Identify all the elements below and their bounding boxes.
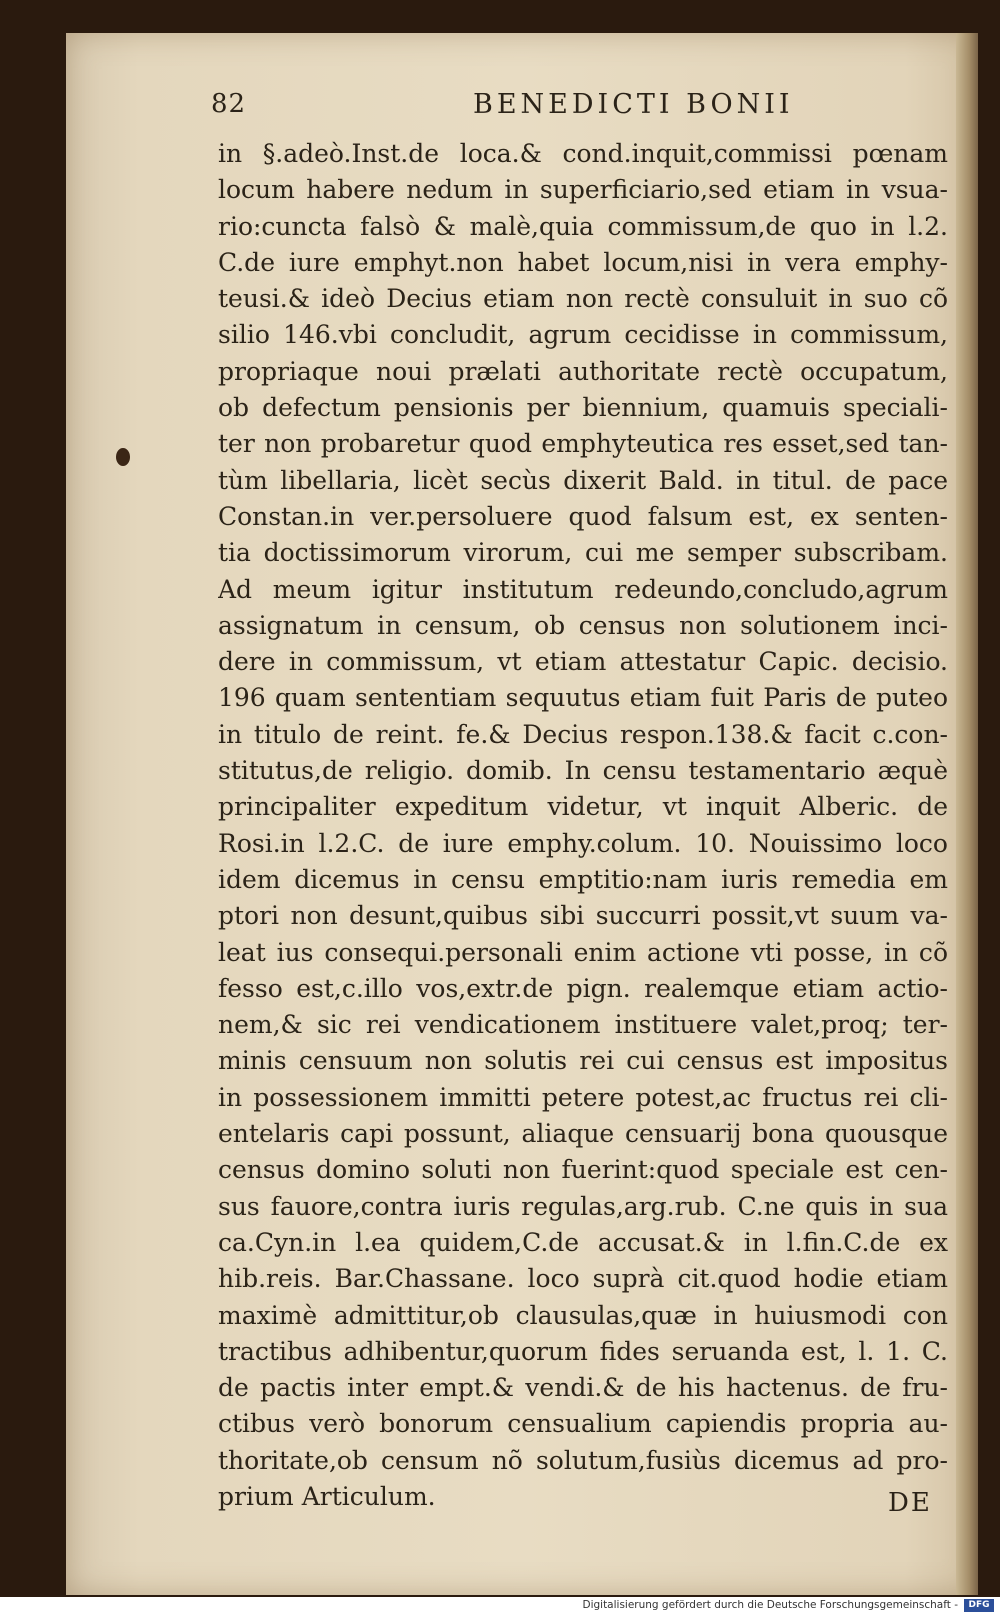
book-page	[66, 33, 978, 1595]
text-line: ptori non desunt,quibus sibi succurri possit,vt suum va-	[218, 901, 948, 931]
text-line: nem,& sic rei vendicationem instituere valet,proq; ter-	[218, 1010, 948, 1040]
digitization-footer	[0, 1597, 1000, 1615]
text-line: ter non probaretur quod emphyteutica res esset,sed tan-	[218, 429, 948, 459]
text-line: propriaque noui prælati authoritate rectè occupatum,	[218, 356, 948, 386]
text-line: principaliter expeditum videtur, vt inquit Alberic. de	[218, 792, 948, 822]
text-line: in possessionem immitti petere potest,ac fructus rei cli-	[218, 1082, 948, 1112]
text-line: C.de iure emphyt.non habet locum,nisi in vera emphy-	[218, 247, 948, 277]
text-line: in §.adeò.Inst.de loca.& cond.inquit,commissi pœnam	[218, 139, 948, 168]
body-text	[218, 136, 948, 1515]
text-line: 196 quam sententiam sequutus etiam fuit Paris de puteo	[218, 683, 948, 713]
text-line: ca.Cyn.in l.ea quidem,C.de accusat.& in l.fin.C.de ex	[218, 1227, 948, 1257]
text-line: hib.reis. Bar.Chassane. loco suprà cit.quod hodie etiam	[218, 1264, 948, 1294]
text-line: de pactis inter empt.& vendi.& de his hactenus. de fru-	[218, 1373, 948, 1403]
text-line: entelaris capi possunt, aliaque censuarij bona quousque	[218, 1119, 948, 1149]
text-line: sus fauore,contra iuris regulas,arg.rub. C.ne quis in sua	[218, 1191, 948, 1221]
text-line: Rosi.in l.2.C. de iure emphy.colum. 10. Nouissimo loco	[218, 828, 948, 858]
text-line: ctibus verò bonorum censualium capiendis propria au-	[218, 1409, 948, 1439]
text-line: fesso est,c.illo vos,extr.de pign. realemque etiam actio-	[218, 973, 948, 1003]
page-number: 82	[211, 89, 247, 119]
text-line: rio:cuncta falsò & malè,quia commissum,de quo in l.2.	[218, 211, 948, 241]
text-line: prium Articulum.	[218, 1481, 436, 1511]
text-line: assignatum in censum, ob census non solutionem inci-	[218, 610, 948, 640]
text-line: census domino soluti non fuerint:quod speciale est cen-	[218, 1155, 948, 1185]
text-line: in titulo de reint. fe.& Decius respon.138.& facit c.con-	[218, 719, 948, 749]
running-head	[211, 89, 951, 129]
text-line: tia doctissimorum virorum, cui me semper subscribam.	[218, 538, 948, 568]
page-spine-shadow	[956, 33, 978, 1595]
text-line: stitutus,de religio. domib. In censu testamentario æquè	[218, 756, 948, 786]
dfg-logo: DFG	[964, 1599, 994, 1612]
text-line: idem dicemus in censu emptitio:nam iuris remedia em	[218, 864, 948, 894]
footer-credit: Digitalisierung gefördert durch die Deutsche Forschungsgemeinschaft -	[582, 1599, 958, 1611]
ink-stain	[116, 448, 130, 466]
catchword: DE	[888, 1488, 932, 1518]
text-line: teusi.& ideò Decius etiam non rectè consuluit in suo cõ	[218, 284, 948, 314]
text-line: leat ius consequi.personali enim actione vti posse, in cõ	[218, 937, 948, 967]
text-line: dere in commissum, vt etiam attestatur Capic. decisio.	[218, 647, 948, 677]
text-line: Ad meum igitur institutum redeundo,concludo,agrum	[218, 574, 948, 604]
running-title: BENEDICTI BONII	[473, 89, 794, 120]
text-line: tùm libellaria, licèt secùs dixerit Bald. in titul. de pace	[218, 465, 948, 495]
text-line: Constan.in ver.persoluere quod falsum est, ex senten-	[218, 501, 948, 531]
text-line: thoritate,ob censum nõ solutum,fusiùs dicemus ad pro-	[218, 1445, 948, 1475]
text-line: ob defectum pensionis per biennium, quamuis speciali-	[218, 393, 948, 423]
text-line: tractibus adhibentur,quorum fides seruanda est, l. 1. C.	[218, 1336, 948, 1366]
text-line: locum habere nedum in superficiario,sed etiam in vsua-	[218, 175, 948, 205]
text-line: silio 146.vbi concludit, agrum cecidisse in commissum,	[218, 320, 948, 350]
text-line: maximè admittitur,ob clausulas,quæ in huiusmodi con	[218, 1300, 948, 1330]
text-line: minis censuum non solutis rei cui census est impositus	[218, 1046, 948, 1076]
